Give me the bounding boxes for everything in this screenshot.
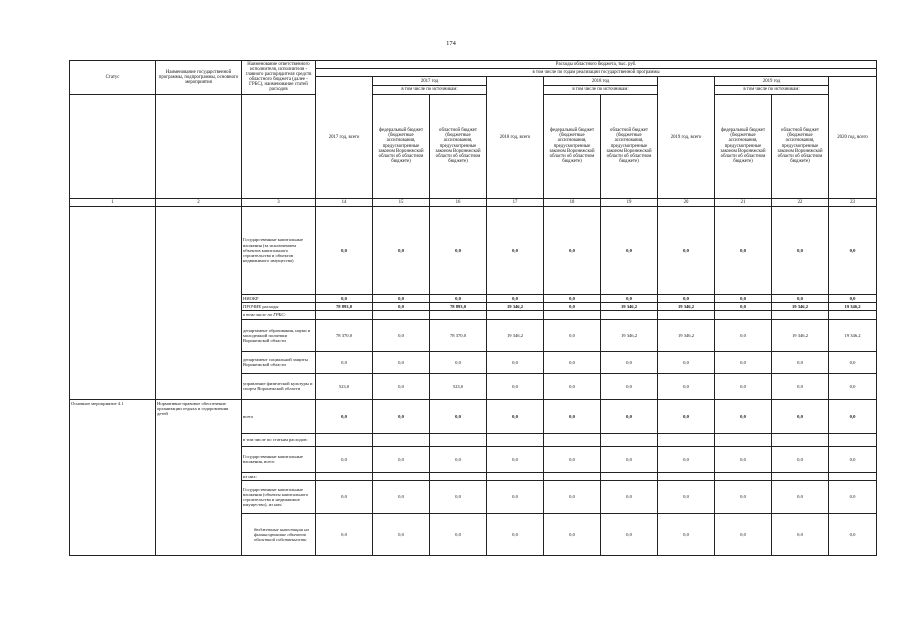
value-cell — [544, 472, 601, 480]
value-cell: 0,0 — [544, 294, 601, 302]
col-num: 14 — [316, 198, 373, 206]
col-num: 23 — [829, 198, 877, 206]
value-cell: 0,0 — [715, 294, 772, 302]
header-status: Статус — [70, 61, 156, 95]
row-name — [156, 206, 242, 399]
row-name: Нормативно-правовое обеспечение организации отдыха и оздоровления детей — [156, 399, 242, 555]
value-cell — [373, 310, 430, 319]
value-cell — [772, 472, 829, 480]
value-cell: 0,0 — [373, 351, 430, 373]
header-federal-2018: федеральный бюджет (бюджетные ассигнования, предусмотренные законом Воронежской области об областном бюджете) — [544, 94, 601, 198]
value-cell: 0,0 — [430, 206, 487, 294]
value-cell — [430, 433, 487, 446]
row-label: Государственные капитальные вложения (объекты капитального строительства и недвижимое имущество), из них: — [242, 480, 316, 513]
value-cell — [544, 310, 601, 319]
value-cell: 0,0 — [829, 480, 877, 513]
value-cell: 19 346,2 — [487, 302, 544, 310]
value-cell: 0,0 — [487, 294, 544, 302]
value-cell — [829, 472, 877, 480]
value-cell: 523,0 — [316, 373, 373, 399]
row-label: всего — [242, 399, 316, 433]
value-cell: 0,0 — [772, 206, 829, 294]
value-cell: 0,0 — [544, 446, 601, 472]
value-cell — [373, 472, 430, 480]
value-cell: 19 346,2 — [829, 302, 877, 310]
value-cell — [829, 433, 877, 446]
row-label: департамент образования, науки и молодежной политики Воронежской области — [242, 319, 316, 351]
value-cell: 0,0 — [487, 446, 544, 472]
value-cell: 0,0 — [544, 351, 601, 373]
value-cell: 0,0 — [487, 513, 544, 555]
row-label: из них: — [242, 472, 316, 480]
value-cell: 19 346,2 — [601, 319, 658, 351]
value-cell: 0,0 — [658, 446, 715, 472]
value-cell: 78 893,0 — [430, 302, 487, 310]
value-cell: 0,0 — [487, 206, 544, 294]
table-row — [70, 399, 877, 433]
col-num: 19 — [601, 198, 658, 206]
value-cell — [487, 433, 544, 446]
value-cell — [544, 433, 601, 446]
value-cell: 78 370,0 — [316, 319, 373, 351]
row-label: НИОКР — [242, 294, 316, 302]
value-cell: 0,0 — [658, 399, 715, 433]
value-cell: 0,0 — [601, 373, 658, 399]
row-label: в том числе по ГРБС: — [242, 310, 316, 319]
value-cell: 0,0 — [715, 373, 772, 399]
header-executor: Наименование ответственного исполнителя, исполнителя - главного распорядителя средств областного бюджета (далее - ГРБС), наименование статей расходов — [242, 61, 316, 95]
value-cell: 0,0 — [373, 446, 430, 472]
col-num: 1 — [70, 198, 156, 206]
value-cell — [373, 433, 430, 446]
header-regional-2018: областной бюджет (бюджетные ассигнования, предусмотренные законом Воронежской области об областном бюджете) — [601, 94, 658, 198]
header-total-2018: 2018 год, всего — [487, 77, 544, 198]
header-total-2019: 2019 год, всего — [658, 77, 715, 198]
value-cell: 0,0 — [487, 373, 544, 399]
value-cell: 78 893,0 — [316, 302, 373, 310]
value-cell: 0,0 — [772, 373, 829, 399]
value-cell: 0,0 — [829, 294, 877, 302]
header-sources-2018: в том числе по источникам: — [544, 86, 658, 94]
value-cell — [316, 433, 373, 446]
value-cell: 0,0 — [715, 513, 772, 555]
col-num: 15 — [373, 198, 430, 206]
value-cell: 0,0 — [772, 351, 829, 373]
value-cell: 0,0 — [430, 399, 487, 433]
value-cell — [430, 472, 487, 480]
value-cell — [316, 310, 373, 319]
header-status-gap — [70, 94, 156, 198]
header-name: Наименование государственной программы, подпрограммы, основного мероприятия — [156, 61, 242, 95]
value-cell: 0,0 — [601, 294, 658, 302]
value-cell: 0,0 — [601, 351, 658, 373]
value-cell — [715, 433, 772, 446]
value-cell: 0,0 — [715, 399, 772, 433]
value-cell: 0,0 — [430, 513, 487, 555]
row-label: департамент социальной защиты Воронежской области — [242, 351, 316, 373]
value-cell — [316, 472, 373, 480]
value-cell: 0,0 — [373, 373, 430, 399]
value-cell: 0,0 — [544, 480, 601, 513]
row-label: Государственные капитальные вложения (за исключением объектов капитального строительства и объектов недвижимого имущества) — [242, 206, 316, 294]
header-year-2019: 2019 год — [715, 77, 829, 86]
row-label: управление физической культуры и спорта Воронежской области — [242, 373, 316, 399]
value-cell: 0,0 — [829, 351, 877, 373]
value-cell: 0,0 — [829, 513, 877, 555]
header-sources-2017: в том числе по источникам: — [373, 86, 487, 94]
value-cell — [487, 472, 544, 480]
value-cell — [829, 310, 877, 319]
value-cell — [601, 433, 658, 446]
value-cell: 0,0 — [373, 294, 430, 302]
header-regional-2017: областной бюджет (бюджетные ассигнования, предусмотренные законом Воронежской области об областном бюджете) — [430, 94, 487, 198]
value-cell — [658, 433, 715, 446]
value-cell: 0,0 — [430, 351, 487, 373]
col-num: 21 — [715, 198, 772, 206]
value-cell: 0,0 — [658, 351, 715, 373]
col-num: 2 — [156, 198, 242, 206]
value-cell — [772, 310, 829, 319]
value-cell: 78 370,0 — [430, 319, 487, 351]
col-num: 18 — [544, 198, 601, 206]
header-executor-gap — [242, 94, 316, 198]
value-cell: 0,0 — [829, 399, 877, 433]
value-cell: 0,0 — [658, 373, 715, 399]
header-years-note: в том числе по годам реализации государственной программы — [316, 69, 877, 77]
value-cell: 0,0 — [316, 480, 373, 513]
value-cell: 0,0 — [487, 351, 544, 373]
value-cell: 0,0 — [601, 513, 658, 555]
header-year-2017: 2017 год — [373, 77, 487, 86]
value-cell: 0,0 — [658, 206, 715, 294]
value-cell: 0,0 — [430, 446, 487, 472]
value-cell: 0,0 — [658, 294, 715, 302]
value-cell: 0,0 — [772, 399, 829, 433]
header-sources-2019: в том числе по источникам: — [715, 86, 829, 94]
col-num: 17 — [487, 198, 544, 206]
value-cell: 0,0 — [430, 480, 487, 513]
value-cell — [715, 310, 772, 319]
value-cell: 0,0 — [715, 446, 772, 472]
value-cell — [715, 472, 772, 480]
header-regional-2019: областной бюджет (бюджетные ассигнования, предусмотренные законом Воронежской области об областном бюджете) — [772, 94, 829, 198]
value-cell: 0,0 — [373, 399, 430, 433]
value-cell: 19 346,2 — [658, 302, 715, 310]
col-num: 20 — [658, 198, 715, 206]
value-cell: 0,0 — [316, 399, 373, 433]
value-cell: 0,0 — [829, 373, 877, 399]
value-cell: 0,0 — [373, 480, 430, 513]
value-cell: 0,0 — [316, 513, 373, 555]
col-num: 22 — [772, 198, 829, 206]
value-cell: 0,0 — [487, 399, 544, 433]
value-cell — [601, 472, 658, 480]
value-cell: 19 346,2 — [601, 302, 658, 310]
value-cell: 0,0 — [544, 302, 601, 310]
value-cell: 19 346,2 — [772, 302, 829, 310]
value-cell: 19 346,2 — [658, 319, 715, 351]
row-label: ПРОЧИЕ расходы — [242, 302, 316, 310]
value-cell: 0,0 — [772, 480, 829, 513]
value-cell: 0,0 — [715, 351, 772, 373]
value-cell: 19 346,2 — [487, 319, 544, 351]
value-cell: 0,0 — [715, 206, 772, 294]
header-name-gap — [156, 94, 242, 198]
value-cell: 0,0 — [715, 302, 772, 310]
value-cell: 0,0 — [601, 446, 658, 472]
value-cell: 0,0 — [715, 319, 772, 351]
value-cell: 0,0 — [544, 399, 601, 433]
value-cell: 0,0 — [829, 206, 877, 294]
value-cell: 0,0 — [487, 480, 544, 513]
value-cell: 0,0 — [658, 513, 715, 555]
value-cell: 0,0 — [544, 373, 601, 399]
value-cell: 0,0 — [544, 319, 601, 351]
value-cell: 0,0 — [430, 294, 487, 302]
header-federal-2019: федеральный бюджет (бюджетные ассигнования, предусмотренные законом Воронежской области об областном бюджете) — [715, 94, 772, 198]
value-cell — [772, 433, 829, 446]
header-federal-2017: федеральный бюджет (бюджетные ассигнования, предусмотренные законом Воронежской области об областном бюджете) — [373, 94, 430, 198]
value-cell: 0,0 — [373, 319, 430, 351]
value-cell — [658, 310, 715, 319]
row-label: бюджетные инвестиции на финансирование объектов областной собственности — [242, 513, 316, 555]
col-num: 3 — [242, 198, 316, 206]
value-cell: 0,0 — [373, 206, 430, 294]
header-expenses: Расходы областного бюджета, тыс. руб. — [316, 61, 877, 69]
row-status: Основное мероприятие 4.1 — [70, 399, 156, 555]
budget-table — [69, 60, 877, 556]
value-cell: 0,0 — [544, 513, 601, 555]
value-cell — [487, 310, 544, 319]
value-cell: 523,0 — [430, 373, 487, 399]
row-status — [70, 206, 156, 399]
value-cell: 0,0 — [772, 446, 829, 472]
header-total-2017: 2017 год, всего — [316, 77, 373, 198]
value-cell — [658, 472, 715, 480]
value-cell: 0,0 — [829, 446, 877, 472]
table-row — [70, 206, 877, 294]
value-cell — [430, 310, 487, 319]
row-label: Государственные капитальные вложения, всего — [242, 446, 316, 472]
header-year-2018: 2018 год — [544, 77, 658, 86]
value-cell — [601, 310, 658, 319]
header-total-2020: 2020 год, всего — [829, 77, 877, 198]
value-cell: 0,0 — [373, 513, 430, 555]
page-number: 174 — [446, 40, 456, 47]
col-num: 16 — [430, 198, 487, 206]
value-cell: 0,0 — [772, 513, 829, 555]
value-cell: 0,0 — [316, 206, 373, 294]
value-cell: 0,0 — [316, 294, 373, 302]
value-cell: 0,0 — [316, 351, 373, 373]
value-cell: 19 346,2 — [772, 319, 829, 351]
value-cell: 19 346,2 — [829, 319, 877, 351]
value-cell: 0,0 — [544, 206, 601, 294]
value-cell: 0,0 — [316, 446, 373, 472]
value-cell: 0,0 — [658, 480, 715, 513]
value-cell: 0,0 — [715, 480, 772, 513]
value-cell: 0,0 — [772, 294, 829, 302]
value-cell: 0,0 — [601, 206, 658, 294]
row-label: в том числе по статьям расходов: — [242, 433, 316, 446]
value-cell: 0,0 — [373, 302, 430, 310]
value-cell: 0,0 — [601, 480, 658, 513]
value-cell: 0,0 — [601, 399, 658, 433]
